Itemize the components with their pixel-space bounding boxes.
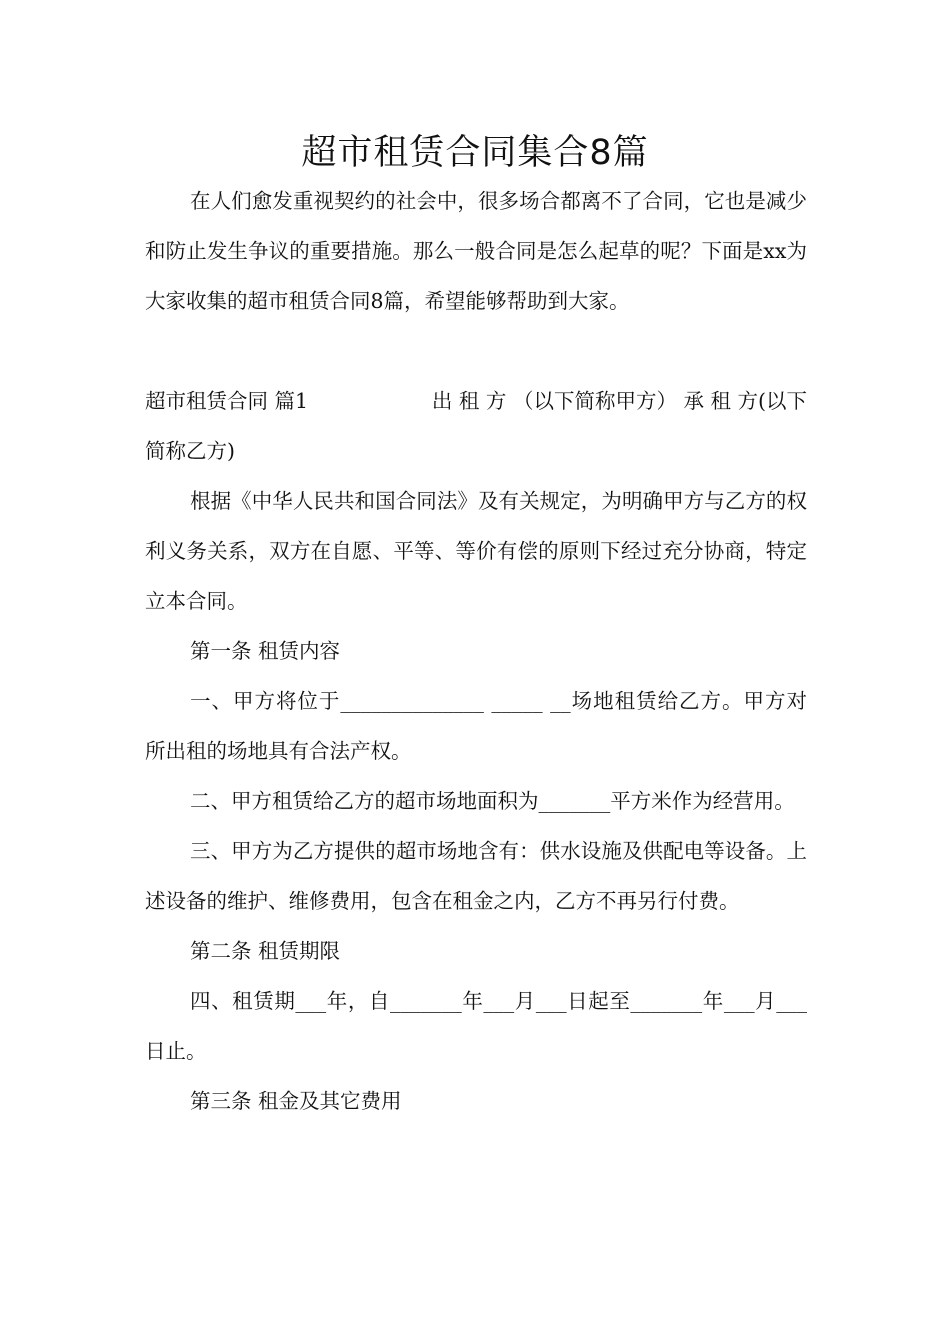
article-1-title: 第一条 租赁内容: [190, 639, 341, 663]
document-body: [145, 176, 807, 1126]
document-title: 超市租赁合同集合8篇: [301, 133, 649, 173]
parties-line-continued: 简称乙方): [145, 439, 235, 463]
basis-paragraph: 根据《中华人民共和国合同法》及有关规定，为明确甲方与乙方的权利义务关系，双方在自愿、平等、等价有偿的原则下经过充分协商，特定立本合同。: [145, 489, 807, 613]
clause-3: 三、甲方为乙方提供的超市场地含有：供水设施及供配电等设备。上述设备的维护、维修费用，包含在租金之内，乙方不再另行付费。: [145, 839, 807, 913]
clause-1: 一、甲方将位于______________ _____ __场地租赁给乙方。甲方对所出租的场地具有合法产权。: [145, 689, 807, 763]
intro-paragraph: 在人们愈发重视契约的社会中，很多场合都离不了合同，它也是减少和防止发生争议的重要措施。那么一般合同是怎么起草的呢？下面是xx为大家收集的超市租赁合同8篇，希望能够帮助到大家。: [145, 189, 807, 313]
article-2-title: 第二条 租赁期限: [190, 939, 341, 963]
parties-line: 出 租 方 （以下简称甲方） 承 租 方(以下: [431, 389, 807, 413]
section-heading: 超市租赁合同 篇1: [145, 389, 309, 413]
clause-2: 二、甲方租赁给乙方的超市场地面积为_______平方米作为经营用。: [190, 789, 795, 813]
article-3-title: 第三条 租金及其它费用: [190, 1089, 402, 1113]
section-heading-row: [145, 376, 807, 426]
clause-4: 四、租赁期___年，自_______年___月___日起至_______年___月___日止。: [145, 989, 807, 1063]
paragraph-gap: [145, 326, 807, 376]
